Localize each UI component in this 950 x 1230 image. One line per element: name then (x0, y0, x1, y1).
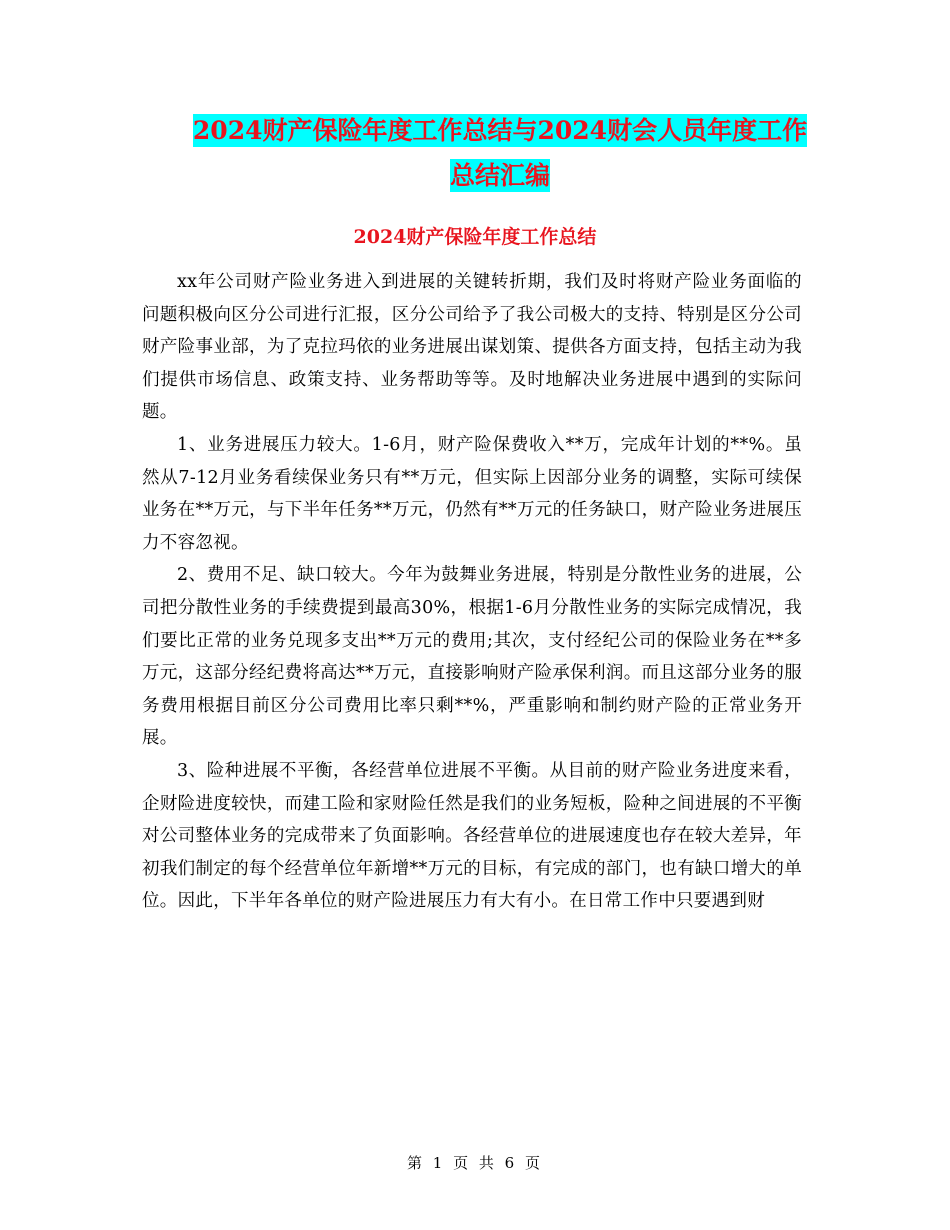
page-footer: 第 1 页 共 6 页 (407, 1154, 543, 1172)
paragraph-3: 3、险种进展不平衡，各经营单位进展不平衡。从目前的财产险业务进度来看，企财险进度较快，而建工险和家财险任然是我们的业务短板，险种之间进展的不平衡对公司整体业务的完成带来了负面影响。各经营单位的进展速度也存在较大差异，年初我们制定的每个经营单位年新增**万元的目标，有完成的部门，也有缺口增大的单位。因此，下半年各单位的财产险进展压力有大有小。在日常工作中只要遇到财 (142, 760, 802, 912)
paragraph-1: 1、业务进展压力较大。1-6月，财产险保费收入**万，完成年计划的**%。虽然从7-12月业务看续保业务只有**万元，但实际上因部分业务的调整，实际可续保业务在**万元，与下半年任务**万元，仍然有**万元的任务缺口，财产险业务进展压力不容忽视。 (142, 434, 802, 553)
document-body (142, 266, 802, 918)
document-title-line-1: 2024财产保险年度工作总结与2024财会人员年度工作 (192, 116, 808, 145)
paragraph-2: 2、费用不足、缺口较大。今年为鼓舞业务进展，特别是分散性业务的进展，公司把分散性业务的手续费提到最高30%，根据1-6月分散性业务的实际完成情况，我们要比正常的业务兑现多支出**万元的费用;其次，支付经纪公司的保险业务在**多万元，这部分经纪费将高达**万元，直接影响财产险承保利润。而且这部分业务的服务费用根据目前区分公司费用比率只剩**%，严重影响和制约财产险的正常业务开展。 (142, 565, 802, 749)
document-title (140, 108, 860, 198)
document-title-line-2: 总结汇编 (449, 161, 550, 190)
paragraph-intro: xx年公司财产险业务进入到进展的关键转折期，我们及时将财产险业务面临的问题积极向区分公司进行汇报，区分公司给予了我公司极大的支持、特别是区分公司财产险事业部，为了克拉玛依的业务进展出谋划策、提供各方面支持，包括主动为我们提供市场信息、政策支持、业务帮助等等。及时地解决业务进展中遇到的实际问题。 (142, 272, 802, 423)
section-title: 2024财产保险年度工作总结 (353, 226, 597, 248)
